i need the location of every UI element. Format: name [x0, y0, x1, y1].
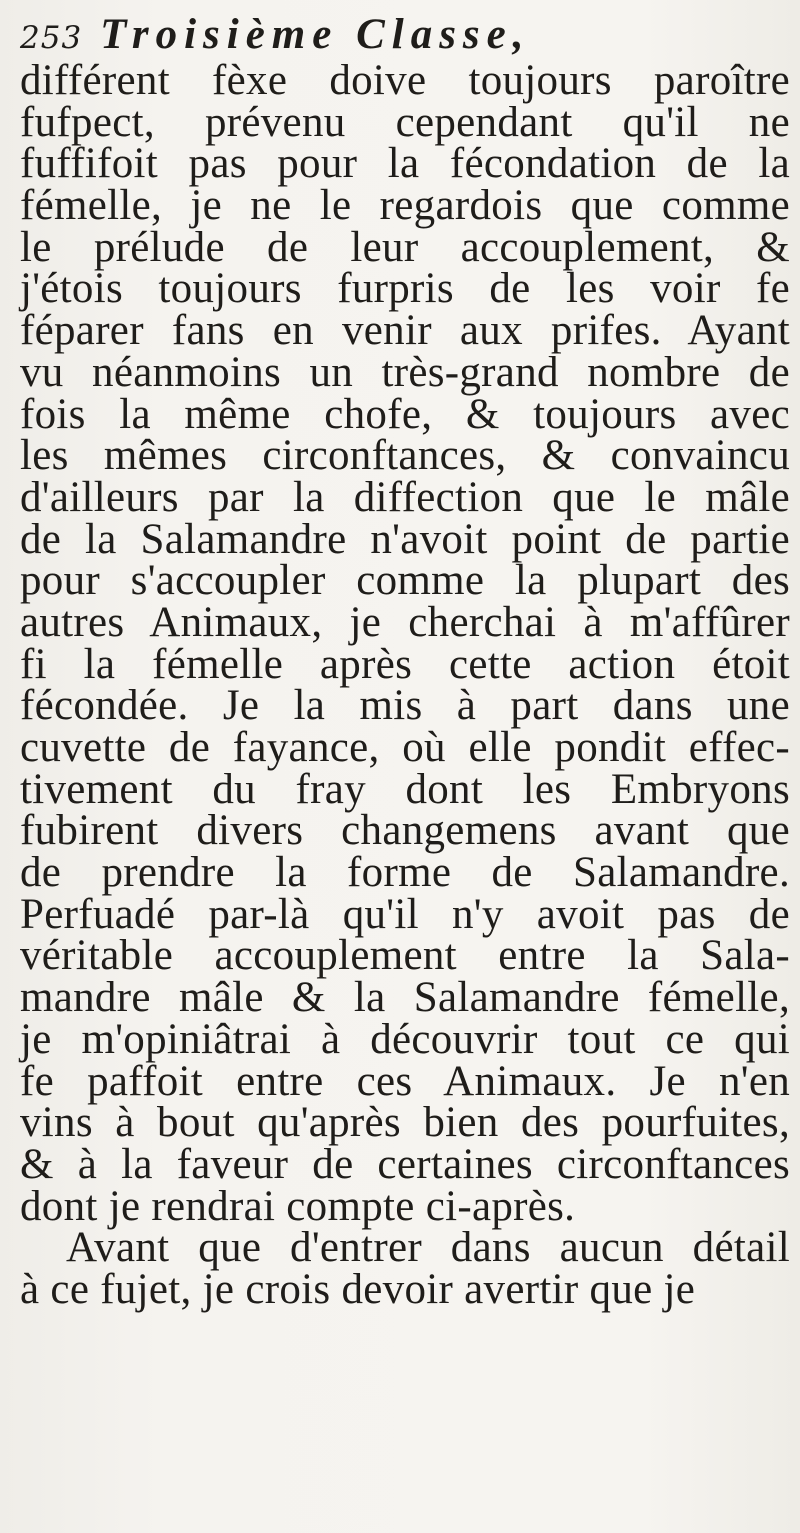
- text-line: à ce fujet, je crois devoir avertir que je: [20, 1265, 696, 1313]
- body-text: [20, 57, 790, 1313]
- text-line: fufpect, prévenu cependant qu'il ne: [20, 98, 790, 146]
- text-line: dont je rendrai compte ci-après.: [20, 1182, 576, 1230]
- page-number: 253: [20, 20, 83, 56]
- text-line: pour s'accoupler comme la plupart des: [20, 557, 790, 605]
- text-line: véritable accouplement entre la Sala-: [20, 932, 790, 980]
- text-line: le prélude de leur accouplement, &: [20, 223, 790, 271]
- text-line: mandre mâle & la Salamandre fémelle,: [20, 974, 790, 1022]
- running-title: Troisième Classe,: [100, 11, 531, 58]
- text-line: Avant que d'entrer dans aucun détail: [66, 1224, 790, 1272]
- text-line: fe paffoit entre ces Animaux. Je n'en: [20, 1057, 790, 1105]
- text-line: fois la même chofe, & toujours avec: [20, 390, 790, 438]
- text-line: tivement du fray dont les Embryons: [20, 765, 790, 813]
- text-line: fécondée. Je la mis à part dans une: [20, 682, 790, 730]
- text-line: & à la faveur de certaines circonftances: [20, 1140, 790, 1188]
- text-line: fuffifoit pas pour la fécondation de la: [20, 140, 790, 188]
- text-line: Perfuadé par-là qu'il n'y avoit pas de: [20, 890, 790, 938]
- text-line: de la Salamandre n'avoit point de partie: [20, 515, 790, 563]
- text-line: les mêmes circonftances, & convaincu: [20, 432, 790, 480]
- text-line: vins à bout qu'après bien des pourfuites,: [20, 1099, 790, 1147]
- text-line: cuvette de fayance, où elle pondit effec-: [20, 724, 790, 771]
- text-line: je m'opiniâtrai à découvrir tout ce qui: [20, 1015, 790, 1063]
- text-line: j'étois toujours furpris de les voir fe: [20, 265, 790, 313]
- text-line: différent fèxe doive toujours paroître: [20, 57, 790, 104]
- text-line: de prendre la forme de Salamandre.: [20, 849, 790, 897]
- text-line: autres Animaux, je cherchai à m'affûrer: [20, 598, 790, 646]
- text-line: féparer fans en venir aux prifes. Ayant: [20, 307, 790, 355]
- text-line: vu néanmoins un très-grand nombre de: [20, 348, 790, 396]
- text-line: fi la fémelle après cette action étoit: [20, 640, 790, 688]
- text-line: d'ailleurs par la diffection que le mâle: [20, 473, 790, 521]
- text-line: fubirent divers changemens avant que: [20, 807, 790, 855]
- text-line: fémelle, je ne le regardois que comme: [20, 182, 790, 230]
